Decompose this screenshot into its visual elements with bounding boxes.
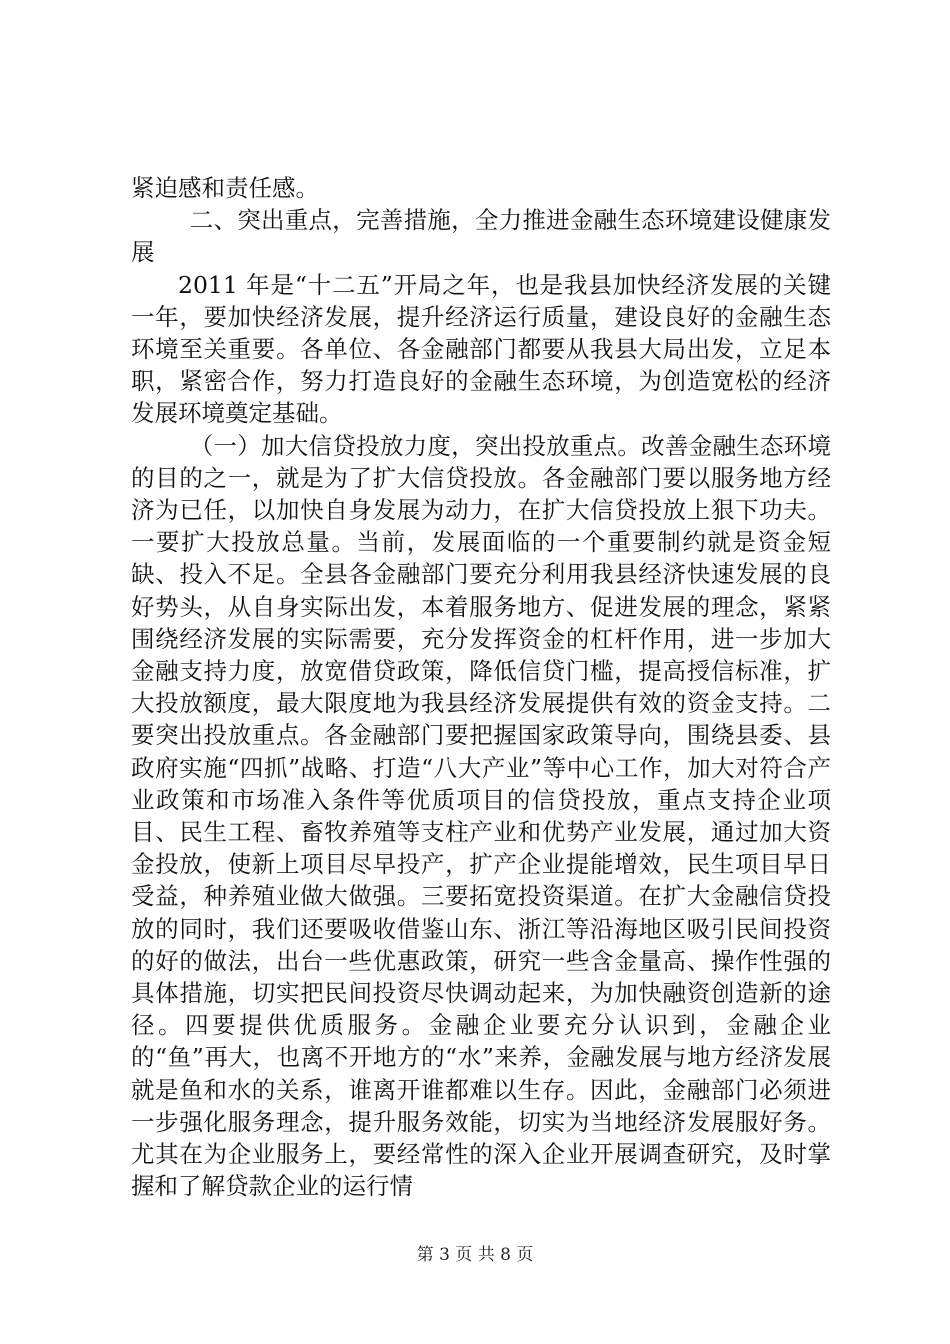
page-number-footer: 第 3 页 共 8 页 [416,1245,534,1265]
paragraph: 2011 年是“十二五”开局之年，也是我县加快经济发展的关键一年，要加快经济发展，提升经济运行质量，建设良好的金融生态环境至关重要。各单位、各金融部门都要从我县大局出发，立足本职，紧密合作，努力打造良好的金融生态环境，为创造宽松的经济发展环境奠定基础。 [131,270,831,428]
document-body [131,172,831,1203]
section-heading: 二、突出重点，完善措施，全力推进金融生态环境建设健康发展 [131,206,831,267]
paragraph-continuation: 紧迫感和责任感。 [131,174,319,202]
paragraph: （一）加大信贷投放力度，突出投放重点。改善金融生态环境的目的之一，就是为了扩大信贷投放。各金融部门要以服务地方经济为已任，以加快自身发展为动力，在扩大信贷投放上狠下功夫。一要扩大投放总量。当前，发展面临的一个重要制约就是资金短缺、投入不足。全县各金融部门要充分利用我县经济快速发展的良好势头，从自身实际出发，本着服务地方、促进发展的理念，紧紧围绕经济发展的实际需要，充分发挥资金的杠杆作用，进一步加大金融支持力度，放宽借贷政策，降低信贷门槛，提高授信标准，扩大投放额度，最大限度地为我县经济发展提供有效的资金支持。二要突出投放重点。各金融部门要把握国家政策导向，围绕县委、县政府实施“四抓”战略、打造“八大产业”等中心工作，加大对符合产业政策和市场准入条件等优质项目的信贷投放，重点支持企业项目、民生工程、畜牧养殖等支柱产业和优势产业发展，通过加大资金投放，使新上项目尽早投产，扩产企业提能增效，民生项目早日受益，种养殖业做大做强。三要拓宽投资渠道。在扩大金融信贷投放的同时，我们还要吸收借鉴山东、浙江等沿海地区吸引民间投资的好的做法，出台一些优惠政策，研究一些含金量高、操作性强的具体措施，切实把民间投资尽快调动起来，为加快融资创造新的途径。四要提供优质服务。金融企业要充分认识到，金融企业的“鱼”再大，也离不开地方的“水”来养，金融发展与地方经济发展就是鱼和水的关系，谁离开谁都难以生存。因此，金融部门必须进一步强化服务理念，提升服务效能，切实为当地经济发展服好务。尤其在为企业服务上，要经常性的深入企业开展调查研究，及时掌握和了解贷款企业的运行情 [131,431,831,1201]
